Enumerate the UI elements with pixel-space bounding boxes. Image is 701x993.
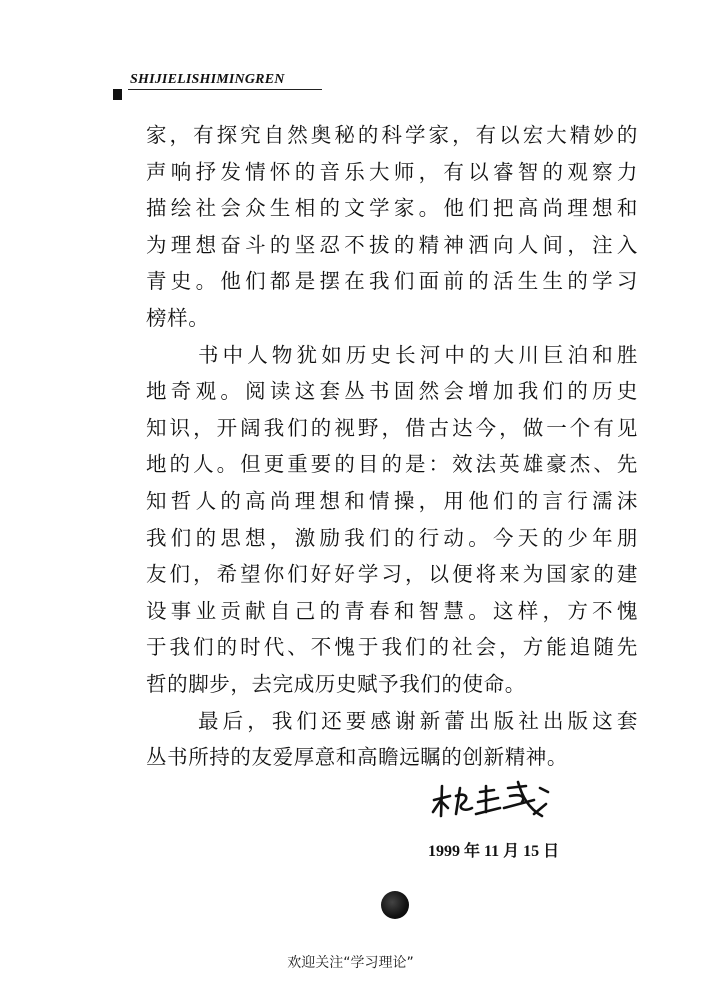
text-line: 丛书所持的友爱厚意和高瞻远瞩的创新精神。 <box>146 745 568 770</box>
text-line: 知识，开阔我们的视野，借古达今，做一个有见 <box>146 415 638 440</box>
text-line: 青史。他们都是摆在我们面前的活生生的学习 <box>146 269 638 294</box>
text-line: 哲的脚步，去完成历史赋予我们的使命。 <box>146 671 526 696</box>
header-block-mark <box>113 89 122 100</box>
text-line: 友们，希望你们好好学习，以便将来为国家的建 <box>146 562 638 587</box>
text-line: 家，有探究自然奥秘的科学家，有以宏大精妙的 <box>146 123 638 147</box>
body-text <box>146 117 638 776</box>
header-rule <box>128 89 322 90</box>
text-line: 声响抒发情怀的音乐大师，有以睿智的观察力 <box>146 159 638 184</box>
text-line: 地奇观。阅读这套丛书固然会增加我们的历史 <box>146 379 638 404</box>
footer-note: 欢迎关注“学习理论” <box>287 955 414 971</box>
text-line: 描绘社会众生相的文学家。他们把高尚理想和 <box>146 196 638 221</box>
text-line: 我们的思想，激励我们的行动。今天的少年朋 <box>146 525 638 550</box>
text-line: 设事业贡献自己的青春和智慧。这样，方不愧 <box>146 598 638 623</box>
date: 1999 年 11 月 15 日 <box>428 843 560 860</box>
running-header: SHIJIELISHIMINGREN <box>130 72 285 87</box>
page-marker-dot <box>381 891 409 919</box>
text-line: 地的人。但更重要的目的是：效法英雄豪杰、先 <box>146 452 638 477</box>
text-line: 最后，我们还要感谢新蕾出版社出版这套 <box>198 708 638 733</box>
text-line: 于我们的时代、不愧于我们的社会，方能追随先 <box>146 635 638 660</box>
text-line: 为理想奋斗的坚忍不拔的精神洒向人间，注入 <box>146 232 638 257</box>
text-line: 榜样。 <box>146 305 210 330</box>
text-line: 知哲人的高尚理想和情操，用他们的言行濡沫 <box>146 488 638 513</box>
handwritten-signature <box>430 778 560 822</box>
text-line: 书中人物犹如历史长河中的大川巨泊和胜 <box>198 342 638 367</box>
